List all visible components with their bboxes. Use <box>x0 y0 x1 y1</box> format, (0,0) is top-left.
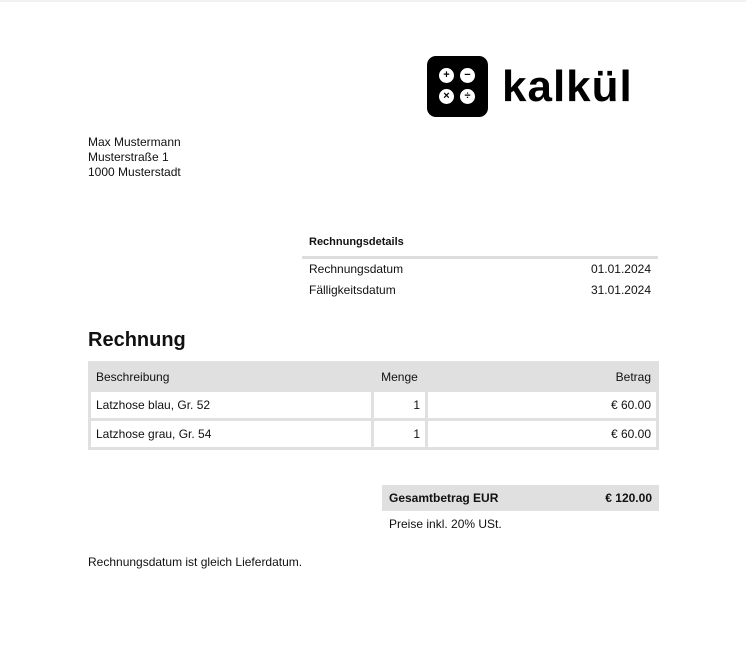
vat-note: Preise inkl. 20% USt. <box>389 517 502 531</box>
times-icon: × <box>439 89 454 104</box>
item-amount: € 60.00 <box>428 392 656 418</box>
details-value: 01.01.2024 <box>590 262 651 276</box>
item-description: Latzhose grau, Gr. 54 <box>91 421 371 447</box>
details-row <box>302 280 658 301</box>
col-quantity: Menge <box>381 369 418 384</box>
total-value: € 120.00 <box>605 491 652 505</box>
minus-icon: − <box>460 68 475 83</box>
details-label: Rechnungsdatum <box>309 262 404 276</box>
col-description: Beschreibung <box>96 369 170 384</box>
invoice-details <box>302 236 658 301</box>
page-title: Rechnung <box>88 329 186 351</box>
item-amount: € 60.00 <box>428 421 656 447</box>
footer-note: Rechnungsdatum ist gleich Lieferdatum. <box>88 555 303 569</box>
sender-street: Musterstraße 1 <box>88 150 169 164</box>
item-quantity: 1 <box>374 392 425 418</box>
details-value: 31.01.2024 <box>590 283 651 297</box>
table-row <box>91 392 656 418</box>
total-label: Gesamtbetrag EUR <box>389 491 499 505</box>
table-header <box>91 364 656 389</box>
item-description: Latzhose blau, Gr. 52 <box>91 392 371 418</box>
divide-icon: ÷ <box>460 89 475 104</box>
logo <box>427 56 633 117</box>
brand-name: kalkül <box>502 61 633 111</box>
col-amount: Betrag <box>615 369 651 384</box>
sender-city: 1000 Musterstadt <box>88 165 181 179</box>
items-table <box>88 361 659 450</box>
top-border <box>0 0 746 2</box>
sender-name: Max Mustermann <box>88 135 181 149</box>
sender-address <box>88 135 181 180</box>
table-row <box>91 421 656 447</box>
total-row <box>382 485 659 511</box>
calculator-icon <box>427 56 488 117</box>
details-row <box>302 259 658 280</box>
plus-icon: + <box>439 68 454 83</box>
item-quantity: 1 <box>374 421 425 447</box>
details-title: Rechnungsdetails <box>302 236 658 259</box>
details-label: Fälligkeitsdatum <box>309 283 396 297</box>
